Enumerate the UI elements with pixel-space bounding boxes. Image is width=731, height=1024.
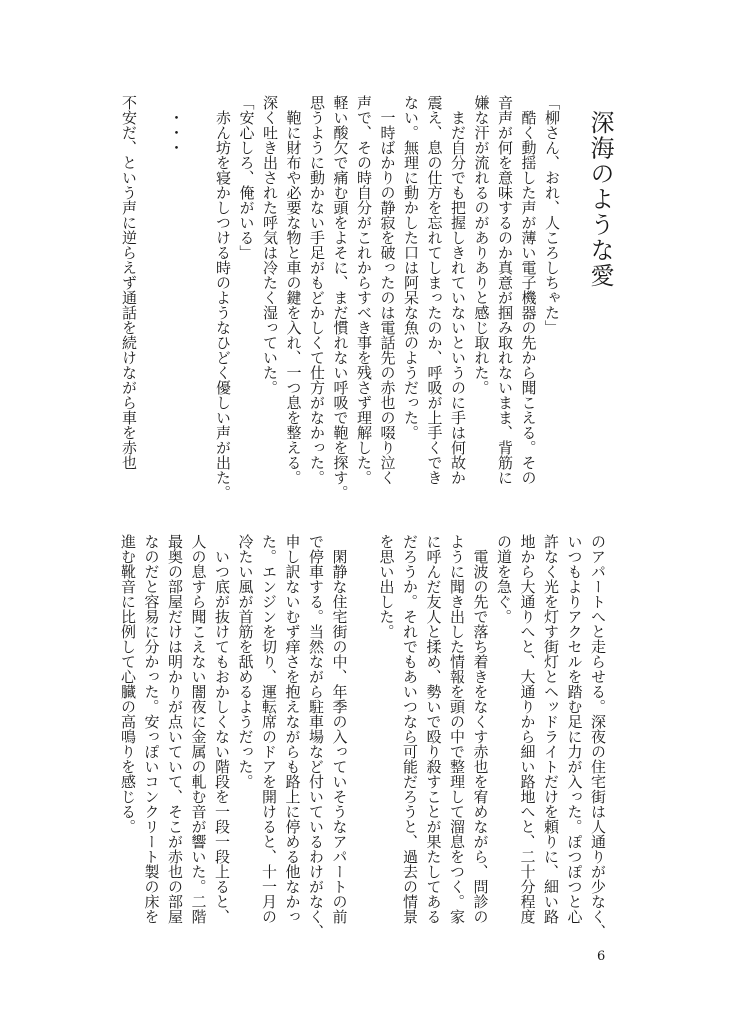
text-line: 地から大通りへと、大通りから細い路地へと、二十分程度 bbox=[518, 534, 537, 924]
text-line: た。エンジンを切り、運転席のドアを開けると、十一月の bbox=[260, 534, 278, 924]
text-line: 音声が何を意味するのか真意が掴み取れないまま、背筋に bbox=[496, 95, 514, 485]
text-line: 閑静な住宅街の中、年季の入っていそうなアパートの前 bbox=[330, 534, 349, 924]
text-line: 最奥の部屋だけは明かりが点いていて、そこが赤也の部屋 bbox=[166, 534, 184, 924]
text-line: いつ底が抜けてもおかしくない階段を一段一段上ると、 bbox=[213, 534, 231, 924]
text-line: なのだと容易に分かった。安っぽいコンクリート製の床を bbox=[142, 534, 161, 924]
text-line: 深く吐き出された呼気は冷たく湿っていた。 bbox=[261, 95, 279, 395]
text-line: 鞄に財布や必要な物と車の鍵を入れ、一つ息を整える。 bbox=[284, 95, 303, 485]
text-line: 軽い酸欠で痛む頭をよそに、まだ慣れない呼吸で鞄を探す。 bbox=[331, 95, 350, 500]
text-line: 赤ん坊を寝かしつける時のようなひどく優しい声が出た。 bbox=[214, 95, 232, 500]
text-line: に呼んだ友人と揉め、勢いで殴り殺すことが果たしてある bbox=[424, 534, 443, 924]
text-line: 許なく光を灯す街灯とヘッドライトだけを頼りに、細い路 bbox=[542, 534, 560, 924]
text-line: ない。無理に動かした口は阿呆な魚のようだった。 bbox=[402, 95, 420, 440]
text-line: 申し訳ないむず痒さを抱えながらも路上に停める他なかっ bbox=[283, 534, 302, 924]
text-line: 「柳さん、おれ、人ころしちゃた」 bbox=[543, 95, 561, 335]
text-line: を思い出した。 bbox=[377, 534, 396, 639]
text-line: ように聞き出した情報を頭の中で整理して溜息をつく。家 bbox=[448, 534, 466, 924]
text-line: 一時ばかりの静寂を破ったのは電話先の赤也の啜り泣く bbox=[378, 95, 397, 485]
text-line: 進む靴音に比例して心臓の高鳴りを感じる。 bbox=[119, 534, 137, 834]
text-line: で停車する。当然ながら駐車場など付いているわけがなく、 bbox=[307, 534, 325, 939]
text-line: 「安心しろ、俺がいる」 bbox=[237, 95, 256, 260]
text-line: まだ自分でも把握しきれていないというのに手は何故か bbox=[449, 95, 467, 485]
text-line: 思うように動かない手足がもどかしくて仕方がなかった。 bbox=[308, 95, 326, 485]
text-line: 電波の先で落ち着きをなくす赤也を宥めながら、問診の bbox=[471, 534, 490, 924]
text-line: の道を急ぐ。 bbox=[495, 534, 513, 624]
text-line: 不安だ、という声に逆らえず通話を続けながら車を赤也 bbox=[120, 95, 138, 470]
text-line: のアパートへと走らせる。深夜の住宅街は人通りが少なく、 bbox=[589, 534, 607, 939]
text-line: ・・・ bbox=[167, 95, 185, 155]
text-line: だろうか。それでもあいつなら可能だろうと、過去の情景 bbox=[401, 534, 419, 924]
text-line: 酷く動揺した声が薄い電子機器の先から聞こえる。その bbox=[519, 95, 538, 485]
text-line: 冷たい風が首筋を舐めるようだった。 bbox=[236, 534, 255, 789]
text-line: 人の息すら聞こえない闇夜に金属の軋む音が響いた。二階 bbox=[189, 534, 208, 924]
chapter-title: 深海のような愛 bbox=[586, 110, 614, 289]
text-line: 嫌な汗が流れるのがありありと感じ取れた。 bbox=[472, 95, 491, 395]
page-number: 6 bbox=[597, 949, 606, 964]
text-line: 震え、息の仕方を忘れてしまったのか、呼吸が上手くでき bbox=[425, 95, 444, 485]
text-line: いつもよりアクセルを踏む足に力が入った。ぽつぽつと心 bbox=[565, 534, 584, 924]
text-line: 声で、その時自分がこれからすべき事を残さず理解した。 bbox=[355, 95, 373, 485]
